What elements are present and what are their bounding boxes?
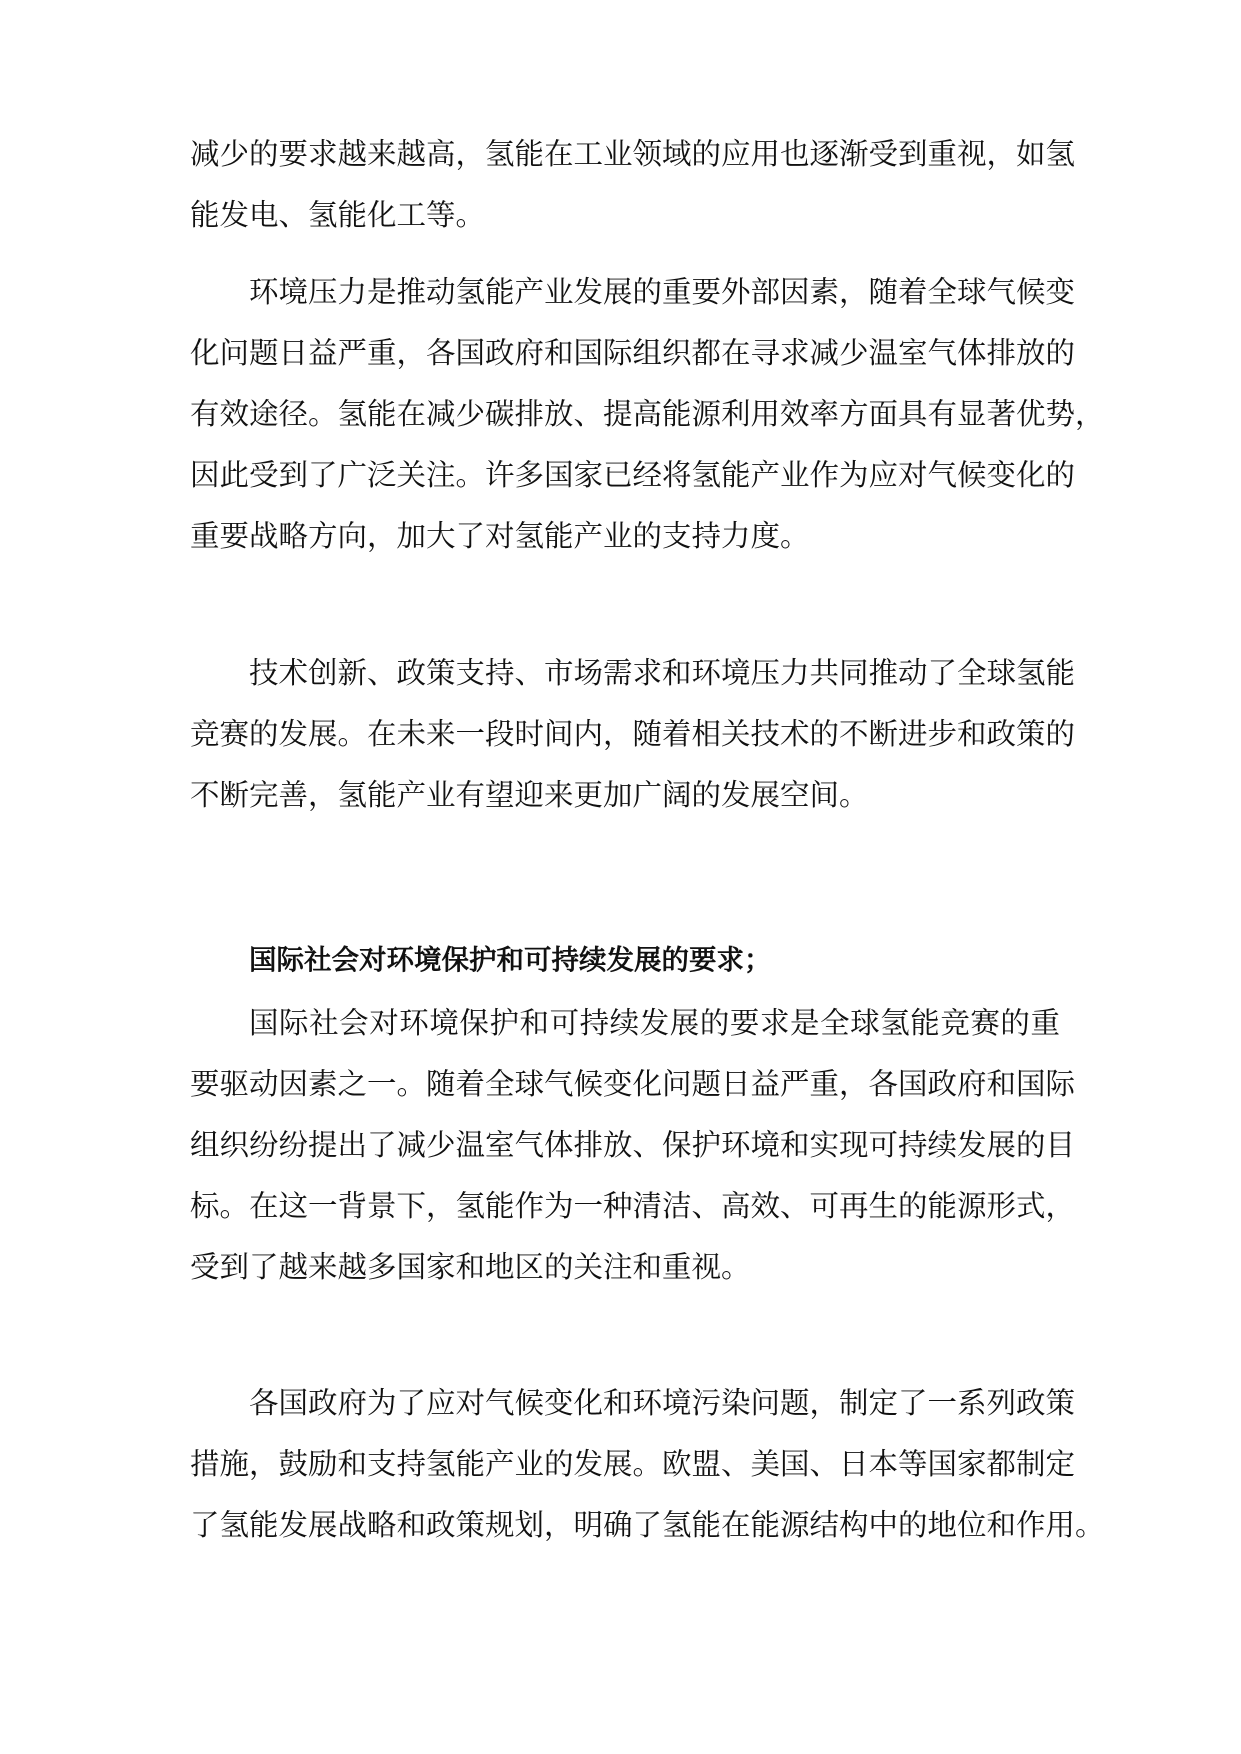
paragraph-4 (190, 993, 1076, 1298)
section-heading: 国际社会对环境保护和可持续发展的要求； (249, 944, 772, 976)
paragraph-line: 环境压力是推动氢能产业发展的重要外部因素，随着全球气候变 (249, 275, 1076, 309)
paragraph-line: 减少的要求越来越高，氢能在工业领域的应用也逐渐受到重视，如氢 (190, 137, 1076, 171)
paragraph-line: 有效途径。氢能在减少碳排放、提高能源利用效率方面具有显著优势， (190, 397, 1105, 431)
paragraph-line: 各国政府为了应对气候变化和环境污染问题，制定了一系列政策 (249, 1386, 1076, 1420)
paragraph-line: 组织纷纷提出了减少温室气体排放、保护环境和实现可持续发展的目 (190, 1128, 1076, 1162)
paragraph-2 (190, 262, 1105, 567)
paragraph-1 (190, 124, 1076, 246)
paragraph-5 (190, 1373, 1105, 1556)
paragraph-line: 能发电、氢能化工等。 (190, 198, 486, 232)
paragraph-line: 技术创新、政策支持、市场需求和环境压力共同推动了全球氢能 (249, 656, 1076, 690)
paragraph-line: 要驱动因素之一。随着全球气候变化问题日益严重，各国政府和国际 (190, 1067, 1076, 1101)
paragraph-line: 国际社会对环境保护和可持续发展的要求是全球氢能竞赛的重 (249, 1006, 1060, 1040)
paragraph-line: 了氢能发展战略和政策规划，明确了氢能在能源结构中的地位和作用。 (190, 1508, 1105, 1542)
paragraph-line: 化问题日益严重，各国政府和国际组织都在寻求减少温室气体排放的 (190, 336, 1076, 370)
paragraph-line: 因此受到了广泛关注。许多国家已经将氢能产业作为应对气候变化的 (190, 458, 1076, 492)
paragraph-line: 不断完善，氢能产业有望迎来更加广阔的发展空间。 (190, 778, 869, 812)
paragraph-line: 竞赛的发展。在未来一段时间内，随着相关技术的不断进步和政策的 (190, 717, 1076, 751)
paragraph-3 (190, 643, 1076, 826)
paragraph-line: 标。在这一背景下，氢能作为一种清洁、高效、可再生的能源形式， (190, 1189, 1076, 1223)
paragraph-line: 重要战略方向，加大了对氢能产业的支持力度。 (190, 519, 810, 553)
paragraph-line: 措施，鼓励和支持氢能产业的发展。欧盟、美国、日本等国家都制定 (190, 1447, 1076, 1481)
paragraph-line: 受到了越来越多国家和地区的关注和重视。 (190, 1250, 751, 1284)
